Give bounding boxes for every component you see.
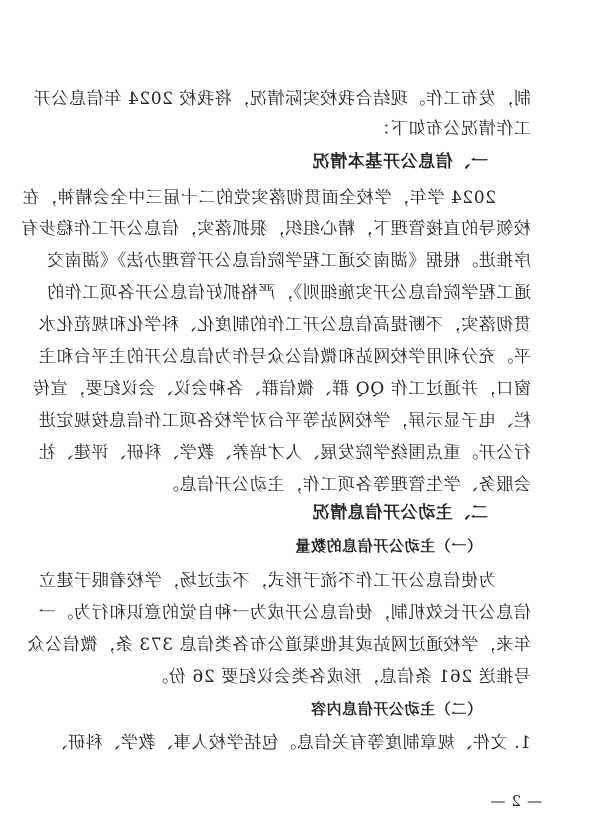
body-line: 栏、电子显示屏，学校网站等平台对学校各项工作信息按规定进 bbox=[38, 411, 531, 431]
body-line: 校领导的直接管理下，精心组织，狠抓落实，信息公开工作稳步有 bbox=[20, 219, 531, 239]
section-heading: 二、主动公开信息情况 bbox=[312, 503, 488, 523]
body-line: 贯彻落实，不断提高信息公开工作的制度化、科学化和规范化水 bbox=[38, 315, 531, 335]
body-line: 序推进。根据《湖南交通工程学院信息公开管理办法》《湖南交 bbox=[46, 251, 531, 271]
body-line: 号推送 261 条信息，形成各类会议纪要 26 份。 bbox=[150, 667, 531, 687]
body-line: 会服务、学生管理等各项工作，主动公开信息。 bbox=[161, 475, 531, 495]
body-line: 为使信息公开工作不流于形式，不走过场，学校着眼于建立 bbox=[38, 571, 496, 591]
body-line: 窗口，并通过工作 QQ 群、微信群、各种会议、会议纪要，宣传 bbox=[32, 379, 531, 399]
body-line: 2024 学年，学校全面贯彻落实党的二十届三中全会精神，在 bbox=[21, 188, 496, 208]
subsection-heading: （二）主动公开信息内容 bbox=[310, 700, 482, 718]
body-line: 信息公开长效机制，使信息公开成为一种自觉的意识和行为。一 bbox=[38, 603, 531, 623]
body-line: 工作情况公布如下： bbox=[372, 119, 531, 139]
body-line: 行公开。重点围绕学院发展、人才培养、教学、科研、评建、社 bbox=[38, 443, 531, 463]
body-line: 通工程学院信息公开实施细则》，严格抓好信息公开各项工作的 bbox=[46, 283, 531, 303]
body-line: 平。充分利用学校网站和微信公众号作为信息公开的主平台和主 bbox=[38, 347, 531, 367]
subsection-heading: （一）主动公开信息的数量 bbox=[294, 537, 482, 555]
body-line: 年来，学校通过网站或其他渠道公布各类信息 373 条，微信公众 bbox=[27, 635, 531, 655]
body-line: 1. 文件、规章制度等有关信息。包括学校人事、教学、科研、 bbox=[49, 733, 531, 753]
page-number: — 2 — bbox=[489, 792, 542, 810]
body-line: 制，发布工作。现结合我校实际情况，将我校 2024 年信息公开 bbox=[33, 89, 531, 109]
section-heading: 一、信息公开基本情况 bbox=[312, 152, 488, 172]
